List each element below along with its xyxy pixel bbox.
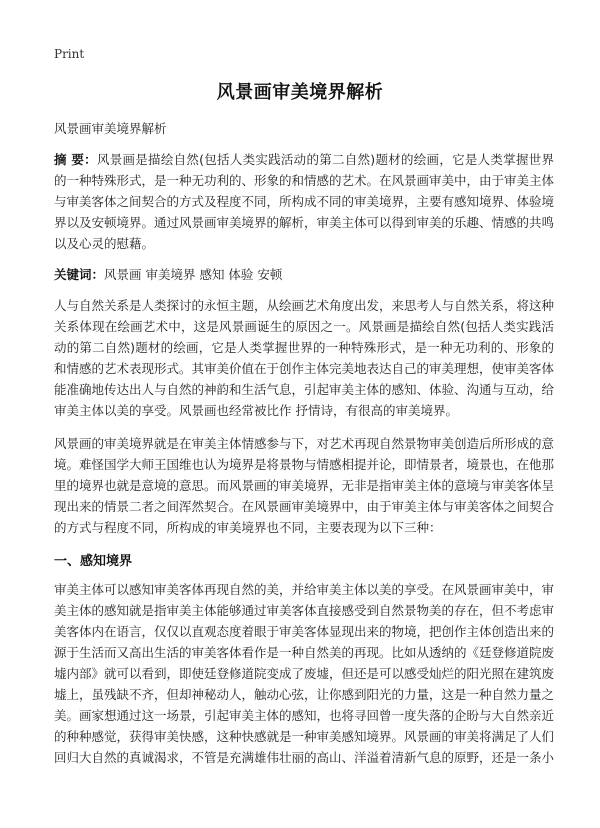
body-paragraph: 人与自然关系是人类探讨的永恒主题，从绘画艺术角度出发，来思考人与自然关系，将这种关系体现在绘画艺术中，这是风景画诞生的原因之一。风景画是描绘自然(包括人类实践活动的第二自然)题材的绘画，它是人类掌握世界的一种特殊形式，是一种无功利的、形象的和情感的艺术表现形式。其审美价值在于创作主体完美地表达自己的审美理想，使审美客体能准确地传达出人与自然的神韵和生活气息，引起审美主体的感知、体验、沟通与互动，给审美主体以美的享受。风景画也经常被比作 抒情诗，有很高的审美境界。 [54,298,555,418]
abstract [54,149,554,254]
abstract-label: 摘 要： [54,152,97,167]
print-label[interactable]: Print [54,47,85,61]
section-paragraph: 审美主体可以感知审美客体再现自然的美，并给审美主体以美的享受。在风景画审美中，审美主体的感知就是指审美主体能够通过审美客体直接感受到自然景物美的存在，但不考虑审美客体内在语言，仅仅以直观态度着眼于审美客体显现出来的物境，把创作主体创造出来的源于生活而又高出生活的审美客体看作是一种自然美的再现。比如从透纳的《廷登修道院废墟内部》就可以看到，即使廷登修道院变成了废墟，但还是可以感受灿烂的阳光照在建筑废墟上，虽残缺不齐，但却神秘动人，触动心弦，让你感到阳光的力量，这是一种自然力量之美。画家想通过这一场景，引起审美主体的感知，也将寻回曾一度失落的企盼与大自然亲近的种种感觉，获得审美快感，这种快感就是一种审美感知境界。风景画的审美将满足了人们回归大自然的真诚渴求，不管是充满雄伟壮丽的高山、洋溢着清新气息的原野，还是一条小 [54,582,555,765]
keywords-text: 风景画 审美境界 感知 体验 安顿 [104,267,283,282]
document-subtitle: 风景画审美境界解析 [54,121,167,136]
section-heading: 一、感知境界 [54,554,133,569]
document-title: 风景画审美境界解析 [216,82,384,103]
keywords [54,264,554,285]
abstract-text: 风景画是描绘自然(包括人类实践活动的第二自然)题材的绘画，它是人类掌握世界的一种特殊形式，是一种无功利的、形象的和情感的艺术。在风景画审美中，由于审美主体与审美客体之间契合的方式及程度不同，所构成不同的审美境界，主要有感知境界、体验境界以及安顿境界。通过风景画审美境界的解析，审美主体可以得到审美的乐趣、情感的共鸣以及心灵的慰藉。 [54,152,555,251]
keywords-label: 关键词： [54,267,105,282]
body-paragraph: 风景画的审美境界就是在审美主体情感参与下，对艺术再现自然景物审美创造后所形成的意境。难怪国学大师王国维也认为境界是将景物与情感相提并论，即情景者，境景也，在他那里的境界也就是意境的意思。而风景画的审美境界，无非是指审美主体的意境与审美客体呈现出来的情景二者之间浑然契合。在风景画审美境界中，由于审美主体与审美客体之间契合的方式与程度不同，所构成的审美境界也不同，主要表现为以下三种： [54,436,555,535]
document-body [54,118,554,780]
